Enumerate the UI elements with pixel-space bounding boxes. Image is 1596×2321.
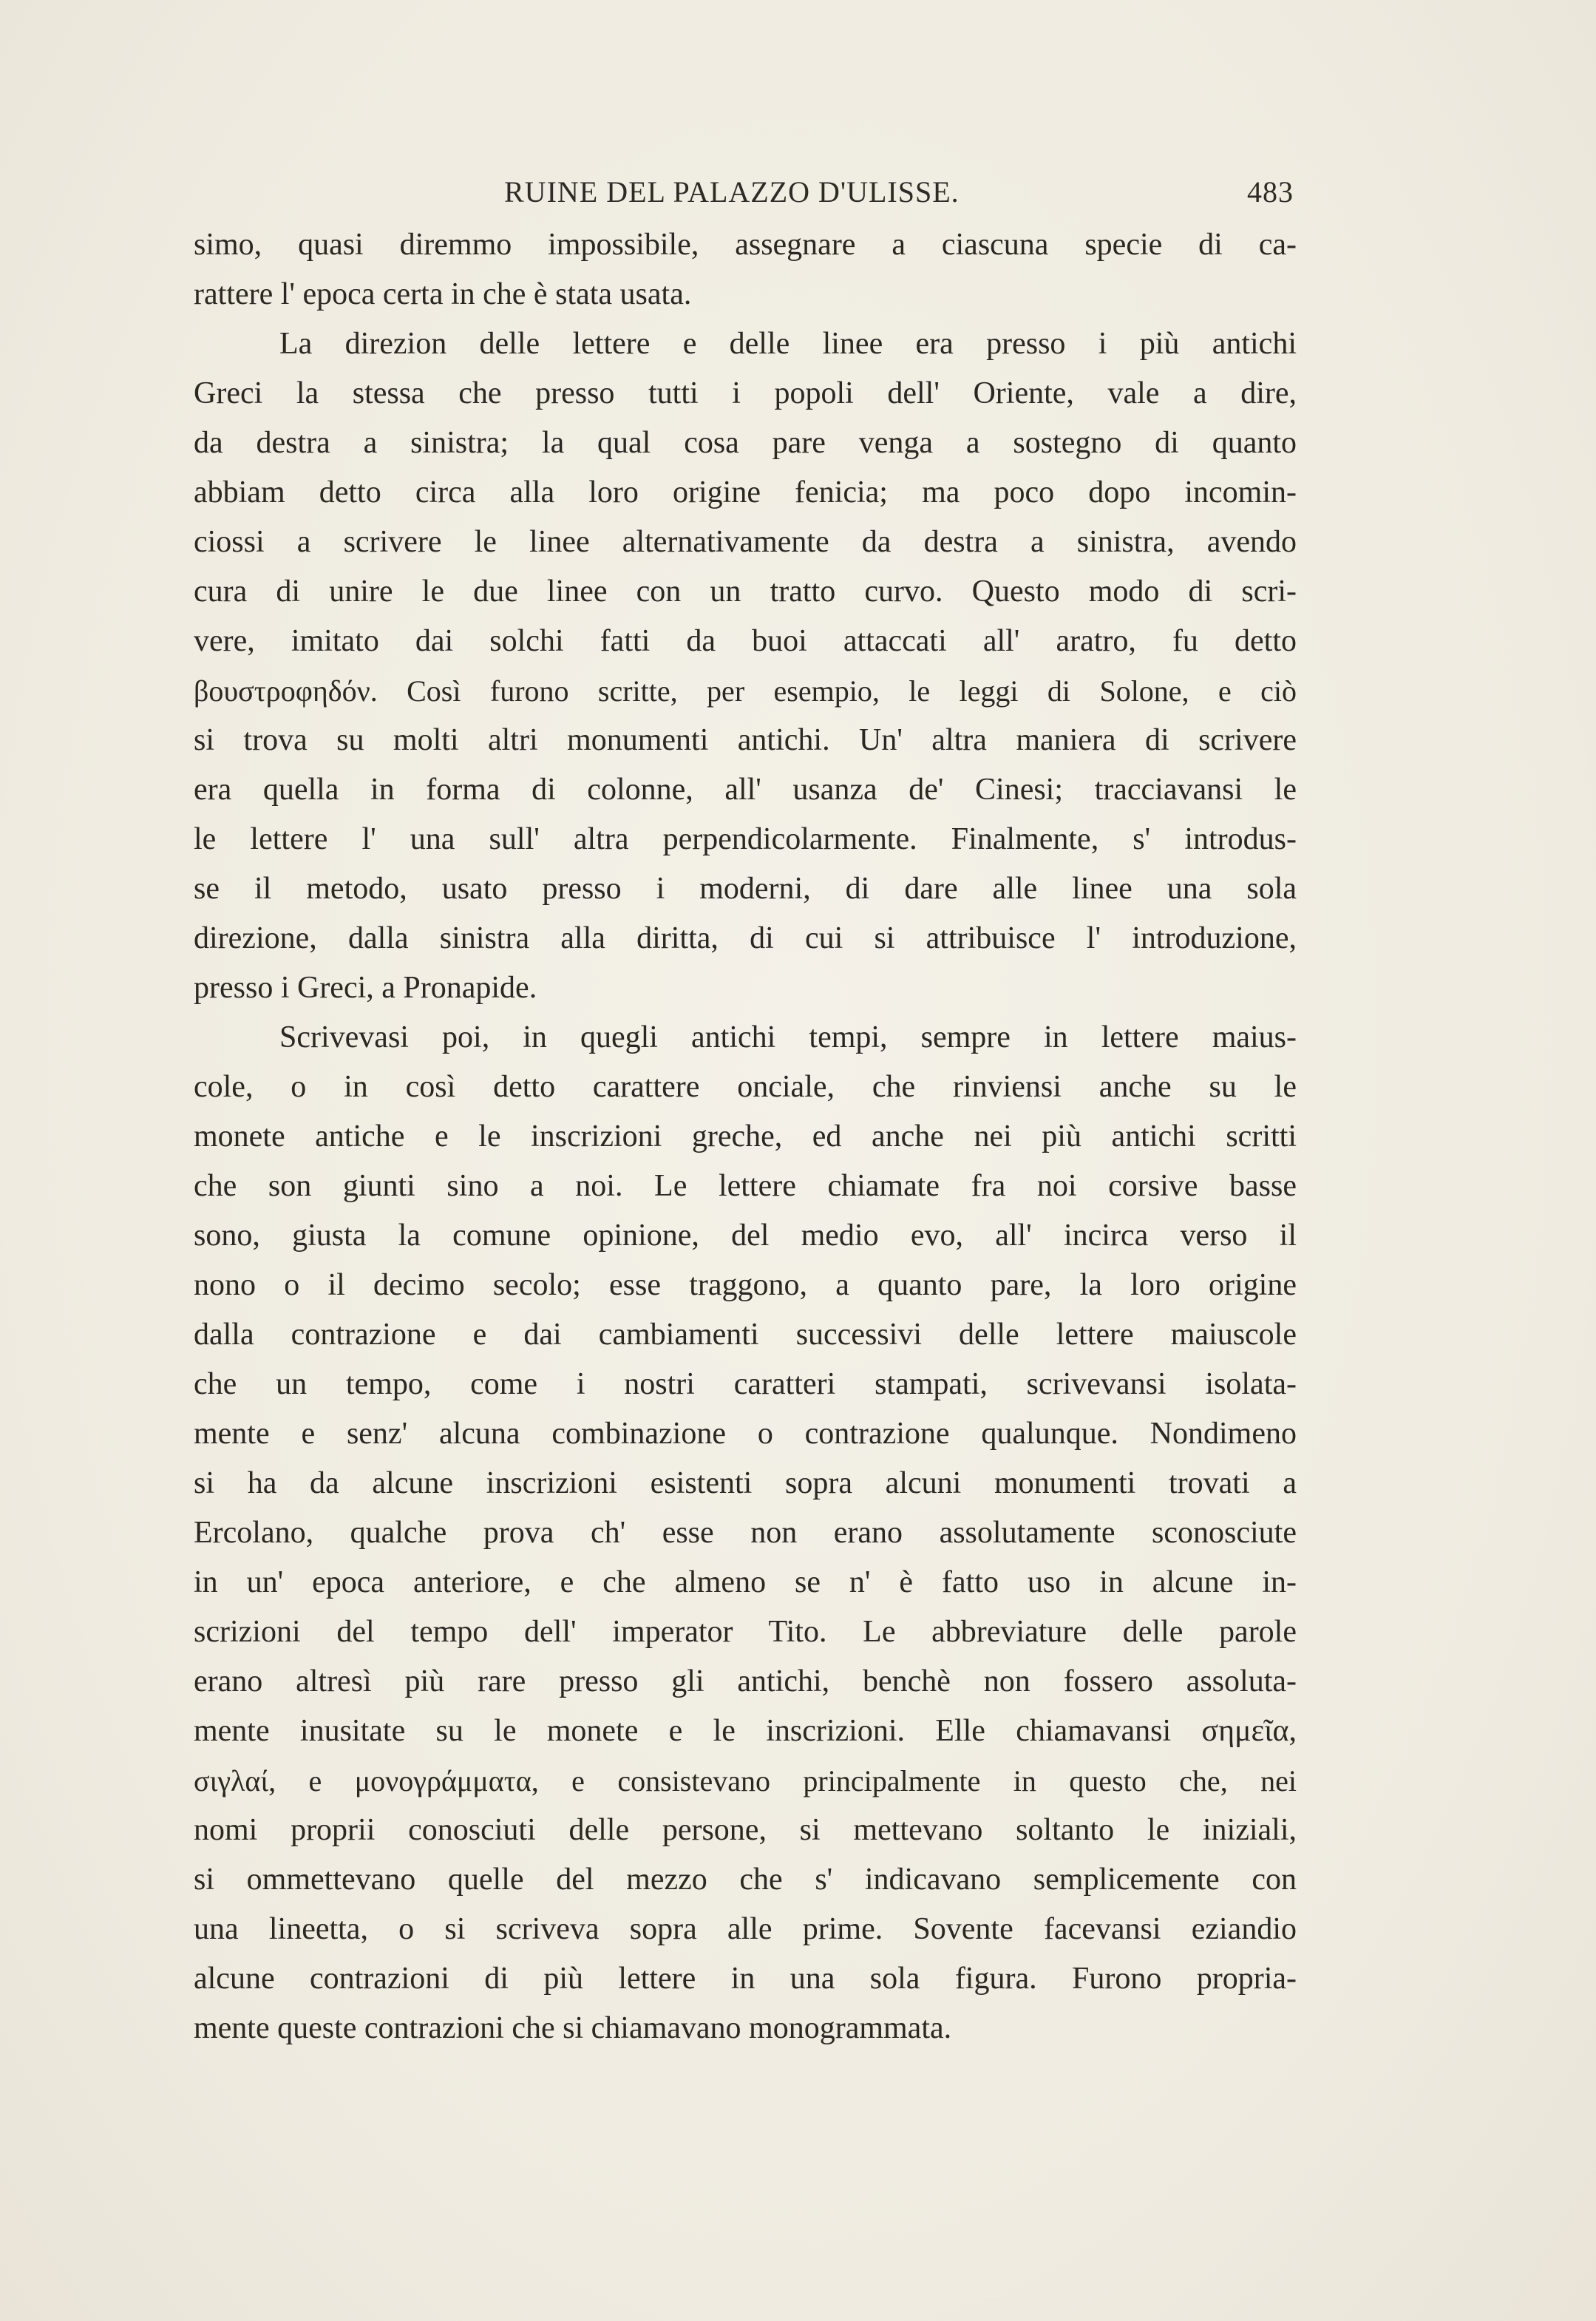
text-line: Greci la stessa che presso tutti i popoli dell' Oriente, vale a dire, — [194, 376, 1297, 410]
text-line: mente inusitate su le monete e le inscrizioni. Elle chiamavansi σημεῖα, — [194, 1714, 1297, 1748]
text-line: mente e senz' alcuna combinazione o contrazione qualunque. Nondimeno — [194, 1417, 1297, 1451]
text-line: monete antiche e le inscrizioni greche, ed anche nei più antichi scritti — [194, 1119, 1297, 1153]
text-line: era quella in forma di colonne, all' usanza de' Cinesi; tracciavansi le — [194, 773, 1297, 807]
text-line: La direzion delle lettere e delle linee era presso i più antichi — [279, 327, 1297, 361]
text-line: presso i Greci, a Pronapide. — [194, 971, 537, 1005]
text-line: Ercolano, qualche prova ch' esse non erano assolutamente sconosciute — [194, 1516, 1297, 1550]
text-line: direzione, dalla sinistra alla diritta, di cui si attribuisce l' introduzione, — [194, 921, 1297, 955]
text-line: Scrivevasi poi, in quegli antichi tempi, sempre in lettere maius- — [279, 1020, 1297, 1054]
text-line: che son giunti sino a noi. Le lettere chiamate fra noi corsive basse — [194, 1169, 1297, 1203]
text-line: le lettere l' una sull' altra perpendicolarmente. Finalmente, s' introdus- — [194, 822, 1297, 856]
running-header — [194, 175, 1294, 219]
text-line: ciossi a scrivere le linee alternativamente da destra a sinistra, avendo — [194, 525, 1297, 559]
text-line: abbiam detto circa alla loro origine fenicia; ma poco dopo incomin- — [194, 475, 1297, 509]
text-line: sono, giusta la comune opinione, del medio evo, all' incirca verso il — [194, 1219, 1297, 1253]
running-title: RUINE DEL PALAZZO D'ULISSE. — [504, 175, 960, 209]
text-line: nono o il decimo secolo; esse traggono, a quanto pare, la loro origine — [194, 1268, 1297, 1302]
text-line: nomi proprii conosciuti delle persone, si mettevano soltanto le iniziali, — [194, 1813, 1297, 1847]
text-line: erano altresì più rare presso gli antichi, benchè non fossero assoluta- — [194, 1664, 1297, 1698]
text-line: una lineetta, o si scriveva sopra alle prime. Sovente facevansi eziandio — [194, 1912, 1297, 1946]
text-line: si trova su molti altri monumenti antichi. Un' altra maniera di scrivere — [194, 723, 1297, 757]
text-line: cura di unire le due linee con un tratto curvo. Questo modo di scri- — [194, 575, 1297, 609]
page-number: 483 — [1247, 175, 1294, 209]
text-line: rattere l' epoca certa in che è stata usata. — [194, 277, 692, 311]
text-line: si ommettevano quelle del mezzo che s' indicavano semplicemente con — [194, 1863, 1297, 1897]
text-line: βουστροφηδόν. Così furono scritte, per esempio, le leggi di Solone, e ciò — [194, 674, 1297, 708]
text-line: alcune contrazioni di più lettere in una sola figura. Furono propria- — [194, 1962, 1297, 1996]
text-line: dalla contrazione e dai cambiamenti successivi delle lettere maiuscole — [194, 1318, 1297, 1352]
text-line: in un' epoca anteriore, e che almeno se n' è fatto uso in alcune in- — [194, 1565, 1297, 1599]
text-line: da destra a sinistra; la qual cosa pare venga a sostegno di quanto — [194, 426, 1297, 460]
text-line: simo, quasi diremmo impossibile, assegnare a ciascuna specie di ca- — [194, 228, 1297, 262]
text-line: scrizioni del tempo dell' imperator Tito. Le abbreviature delle parole — [194, 1615, 1297, 1649]
text-line: σιγλαί, e μονογράμματα, e consistevano principalmente in questo che, nei — [194, 1764, 1297, 1797]
text-line: che un tempo, come i nostri caratteri stampati, scrivevansi isolata- — [194, 1367, 1297, 1401]
text-line: mente queste contrazioni che si chiamavano monogrammata. — [194, 2011, 952, 2045]
text-line: si ha da alcune inscrizioni esistenti sopra alcuni monumenti trovati a — [194, 1466, 1297, 1500]
body-text — [194, 220, 1297, 2053]
text-line: se il metodo, usato presso i moderni, di dare alle linee una sola — [194, 872, 1297, 906]
text-line: vere, imitato dai solchi fatti da buoi attaccati all' aratro, fu detto — [194, 624, 1297, 658]
text-line: cole, o in così detto carattere onciale, che rinviensi anche su le — [194, 1070, 1297, 1104]
